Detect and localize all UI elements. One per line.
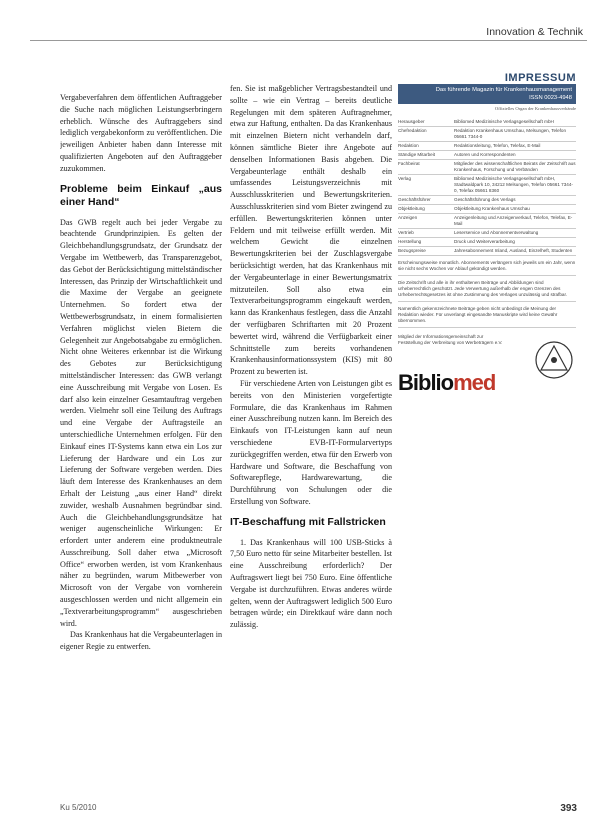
article-column-1 bbox=[60, 92, 222, 782]
impressum-note: Die Zeitschrift und alle in ihr enthaltenen Beiträge und Abbildungen sind urheberrechtlich geschützt. Jede Verwertung außerhalb der engen Grenzen des Urheberrechtsgesetzes ist ohne Zustimmung des Verlages unzulässig und strafbar. bbox=[398, 280, 576, 302]
impressum-row bbox=[398, 127, 576, 142]
impressum-row bbox=[398, 205, 576, 214]
section-title: Innovation & Technik bbox=[486, 26, 583, 38]
impressum-value: Druck und Weiterverarbeitung bbox=[454, 238, 576, 247]
paragraph: Das Krankenhaus hat die Vergabeunterlagen in eigener Regie zu entwerfen. bbox=[60, 630, 222, 652]
subheading: IT-Beschaffung mit Fallstricken bbox=[230, 515, 386, 528]
impressum-row bbox=[398, 175, 576, 196]
paragraph: Für verschiedene Arten von Leistungen gibt es bereits von den Ministerien vorgefertigte Formulare, die das Krankenhaus im Rahmen einer Ausschreibung nutzen kann. Im Bereich des Einkaufs von IT-Leistungen kann auf neun verschiedene EVB-IT-Formularvertyps zurückgegriffen werden, etwa für den Erwerb von Hardware und Software, die Beschaffung von Softwarepflege, Hardwarewartung, die Durchführung von Schulungen oder die Erstellung von Software. bbox=[230, 378, 392, 506]
impressum-note: Erscheinungsweise monatlich. Abonnements verlängern sich jeweils um ein Jahr, wenn sie nicht sechs Wochen vor Ablauf gekündigt werden. bbox=[398, 260, 576, 276]
impressum-band bbox=[398, 84, 576, 104]
impressum-note: Namentlich gekennzeichnete Beiträge geben nicht unbedingt die Meinung der Redaktion wieder. Für unverlangt eingesandte Manuskripte wird keine Gewähr übernommen. bbox=[398, 306, 576, 328]
impressum-key: Redaktion bbox=[398, 142, 454, 151]
impressum-value: Objektleitung Krankenhaus Umschau bbox=[454, 205, 576, 214]
ivw-icon bbox=[534, 338, 574, 382]
impressum-row bbox=[398, 160, 576, 175]
impressum-tagline: Das führende Magazin für Krankenhausmanagement bbox=[435, 87, 572, 93]
impressum-key: Geschäftsführer bbox=[398, 196, 454, 205]
impressum-subtitle: Offizielles Organ der Krankenhausverbände bbox=[494, 106, 576, 111]
paragraph: 1. Das Krankenhaus will 100 USB-Sticks à 7,50 Euro netto für seine Mitarbeiter bestellen. Ist eine Ausschreibung erforderlich? Der Auftragswert liegt bei 750 Euro. Eine öffentliche Vergabe ist durchzuführen. Etwas anderes würde gelten, wenn der Auftragswert lediglich 500 Euro betragen würde; ein Direktkauf wäre dann noch zulässig. bbox=[230, 537, 392, 630]
impressum-key: Fachbeirat bbox=[398, 160, 454, 175]
impressum-row bbox=[398, 247, 576, 256]
impressum-key: Verlag bbox=[398, 175, 454, 196]
impressum-footer bbox=[398, 334, 576, 396]
impressum-issn: ISSN 0023-4948 bbox=[529, 95, 572, 101]
impressum-row bbox=[398, 151, 576, 160]
impressum-value: Geschäftsführung des Verlags bbox=[454, 196, 576, 205]
page-number: 393 bbox=[560, 803, 577, 814]
impressum-key: Vertrieb bbox=[398, 229, 454, 238]
issue-label: Ku 5/2010 bbox=[60, 803, 97, 812]
impressum-value: Autoren und Korrespondenten bbox=[454, 151, 576, 160]
impressum-key: Chefredaktion bbox=[398, 127, 454, 142]
impressum-row bbox=[398, 196, 576, 205]
impressum-row bbox=[398, 214, 576, 229]
impressum-key: Bezugspreise bbox=[398, 247, 454, 256]
subheading: Probleme beim Einkauf „aus einer Hand“ bbox=[60, 182, 222, 208]
impressum-title: IMPRESSUM bbox=[504, 72, 576, 84]
paragraph: fen. Sie ist maßgeblicher Vertragsbestandteil und sollte – wie ein Vertrag – bereits deutliche Regelungen mit dem späteren Auftragnehmer, etwa zur Haftung, enthalten. Da das Krankenhaus mit einzelnen Bietern nicht verhandeln darf, können sämtliche Bieter ihre Angebote auf denselben Informationen Basis abgeben. Die Vergabeunterlage enthält deshalb ein umfassendes Leistungsverzeichnis mit Ausschlusskriterien und Bewertungskriterien. Ausschlusskriterien sind vom Bieter zwingend zu erfüllen. Bewertungskriterien können unter Feldern und mit teilweise erfüllt werden. Mit welchem Gewicht die einzelnen Bewertungskriterien bei der Zuschlagsvergabe berücksichtigt werden, hat das Krankenhaus mit der Vergabeunterlage in einer Bewertungsmatrix mitzuteilen. Soll also etwa ein Textverarbeitungsprogramm eingekauft werden, kann das Krankenhaus festlegen, dass die Anzahl der verfügbaren Schriftarten mit 20 Prozent bewertet wird, während die Verfügbarkeit einer Schnittstelle zum bereits vorhandenen Krankenhausinformationssystem (KIS) mit 80 Prozent zu bewerten ist. bbox=[230, 84, 392, 377]
paragraph: Das GWB regelt auch bei jeder Vergabe zu beachtende Grundprinzipien. Es gelten der Gleichbehandlungsgrundsatz, der Grundsatz der Vergabe im Wettbewerb, das Transparenzgebot, das Gebot der Berücksichtigung mittelständischer Interessen, das Prinzip der Wirtschaftlichkeit und die Maxime der Vergabe an geeignete Unternehmen. So fordert etwa der Wettbewerbsgrundsatz, in einem formalisierten Verfahren möglichst vielen Bietern die Gelegenheit zur Angebotsabgabe zu ermöglichen. Nicht ohne Weiteres erkennbar ist die Wirkung des Gebotes zur Berücksichtigung mittelständischer Interessen: das GWB verlangt eine Ausschreibung mit Vergabe von Losen. Es darf also kein einzelner Gesamtauftrag vergeben werden. Vielmehr soll eine Teilung des Auftrags und eine Vergabe der Auftragsteile an unterschiedliche Unternehmen erfolgen. Für den Einkauf eines IT-Systems kann etwa ein Los zur Lieferung der Hardware und ein Los zur Lieferung der Software vergeben werden. Dies läuft dem Interesse des Krankenhauses an dem Erhalt der Leistung „aus einer Hand“ direkt zuwider, weshalb Ausnahmen begründbar sind. Auch die Gleichbehandlungsgrundsätze hat weniger augenscheinliche Wirkungen: Er erfordert unter anderem eine produktneutrale Ausschreibung. Soll daher etwa „Microsoft Office“ erworben werden, ist vom Krankenhaus näher zu begründen, warum Mitbewerber von Microsoft von der Vergabe von vornherein ausgeschlossen werden und nicht allgemein ein „Textverarbeitungsprogramm“ ausgeschrieben wird. bbox=[60, 217, 222, 628]
bibliomed-logo: Bibliomed bbox=[398, 370, 496, 396]
impressum-row bbox=[398, 229, 576, 238]
impressum-key: Herausgeber bbox=[398, 118, 454, 127]
impressum-key: Herstellung bbox=[398, 238, 454, 247]
impressum-box bbox=[398, 72, 576, 732]
impressum-value: Bibliomed Medizinische Verlagsgesellschaft mbH bbox=[454, 118, 576, 127]
impressum-value: Jahresabonnement Inland, Ausland, Einzelheft, Studenten bbox=[454, 247, 576, 256]
impressum-key: Anzeigen bbox=[398, 214, 454, 229]
impressum-row bbox=[398, 118, 576, 127]
impressum-value: Anzeigenleitung und Anzeigenverkauf, Telefon, Telefax, E-Mail bbox=[454, 214, 576, 229]
impressum-value: Redaktionsleitung, Telefon, Telefax, E-Mail bbox=[454, 142, 576, 151]
ivw-note: Mitglied der Informationsgemeinschaft zur Feststellung der Verbreitung von Werbeträgern e.V. bbox=[398, 334, 503, 346]
header-rule bbox=[30, 40, 587, 41]
impressum-value: Redaktion Krankenhaus Umschau, Melsungen, Telefon 05661 7344-0 bbox=[454, 127, 576, 142]
impressum-key: Ständige Mitarbeit bbox=[398, 151, 454, 160]
impressum-key: Objektleitung bbox=[398, 205, 454, 214]
impressum-value: Leserservice und Abonnementverwaltung bbox=[454, 229, 576, 238]
impressum-row bbox=[398, 238, 576, 247]
impressum-value: Mitglieder des wissenschaftlichen Beirats der Zeitschrift aus Krankenhaus, Forschung und Verbänden bbox=[454, 160, 576, 175]
impressum-value: Bibliomed Medizinische Verlagsgesellschaft mbH, Stadtwaldpark 10, 34212 Melsungen, Telefon 05661 7344-0, Telefax 05661 8360 bbox=[454, 175, 576, 196]
impressum-row bbox=[398, 142, 576, 151]
article-column-2 bbox=[230, 83, 392, 783]
running-header bbox=[0, 0, 601, 40]
impressum-table bbox=[398, 118, 576, 256]
paragraph: Vergabeverfahren dem öffentlichen Auftraggeber die Suche nach möglichen Leistungserbringern erheblich. Wünsche des Auftraggebers sind lediglich vergabekonform zu veröffentlichen. Die jeweiligen Anbieter haben dann Interesse mit qualifizierten Angeboten auf den Auftraggeber zuzukommen. bbox=[60, 93, 222, 173]
